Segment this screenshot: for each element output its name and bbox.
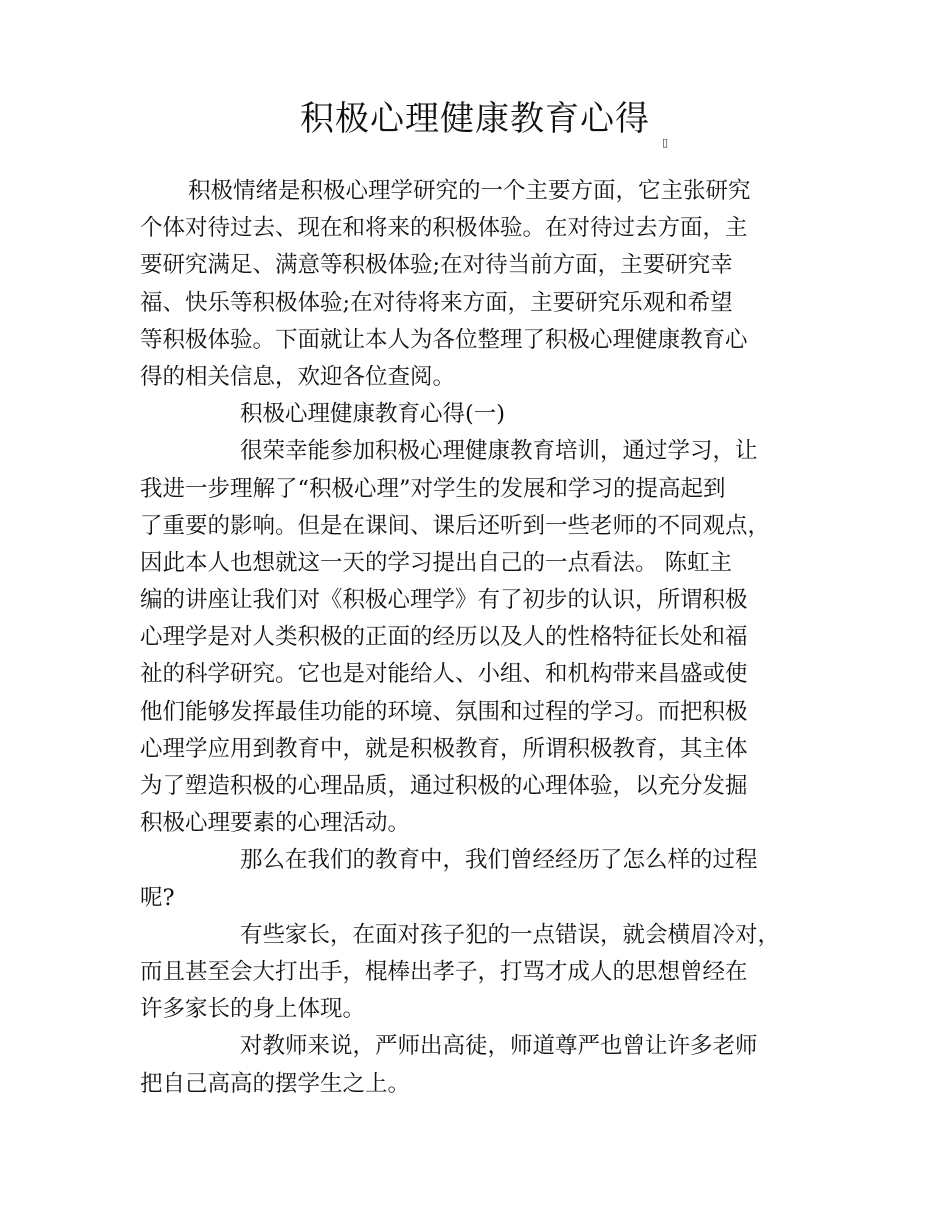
text-line: 个体对待过去、现在和将来的积极体验。在对待过去方面，主 <box>140 215 748 242</box>
text-line: 了重要的影响。但是在课间、课后还听到一些老师的不同观点， <box>140 512 771 539</box>
title-marker-glyph: ▯ <box>662 136 669 149</box>
text-line: 很荣幸能参加积极心理健康教育培训，通过学习，让 <box>240 438 758 465</box>
document-body <box>140 173 820 1103</box>
page-title: 积极心理健康教育心得 <box>300 99 650 139</box>
text-line: 那么在我们的教育中，我们曾经经历了怎么样的过程 <box>240 847 758 874</box>
text-line: 等积极体验。下面就让本人为各位整理了积极心理健康教育心 <box>140 326 748 353</box>
text-line: 有些家长，在面对孩子犯的一点错误，就会横眉冷对， <box>240 921 781 948</box>
text-line: 对教师来说，严师出高徒，师道尊严也曾让许多老师 <box>240 1033 758 1060</box>
text-line: 呢? <box>140 884 175 911</box>
text-line: 要研究满足、满意等积极体验;在对待当前方面，主要研究幸 <box>140 252 733 279</box>
text-line: 把自己高高的摆学生之上。 <box>140 1070 411 1097</box>
text-line: 得的相关信息，欢迎各位查阅。 <box>140 363 456 390</box>
text-line: 心理学应用到教育中，就是积极教育，所谓积极教育，其主体 <box>140 735 748 762</box>
text-line: 而且甚至会大打出手，棍棒出孝子，打骂才成人的思想曾经在 <box>140 958 748 985</box>
text-line: 他们能够发挥最佳功能的环境、氛围和过程的学习。而把积极 <box>140 698 748 725</box>
text-line: 为了塑造积极的心理品质，通过积极的心理体验，以充分发掘 <box>140 773 748 799</box>
text-line: 祉的科学研究。它也是对能给人、小组、和机构带来昌盛或使 <box>140 661 748 688</box>
section-heading: 积极心理健康教育心得(一) <box>240 401 506 428</box>
text-line: 积极情绪是积极心理学研究的一个主要方面，它主张研究 <box>188 178 751 204</box>
text-line: 许多家长的身上体现。 <box>140 996 366 1023</box>
text-line: 我进一步理解了“积极心理”对学生的发展和学习的提高起到 <box>140 475 726 502</box>
text-line: 因此本人也想就这一天的学习提出自己的一点看法。 陈虹主 <box>140 549 733 576</box>
text-line: 编的讲座让我们对《积极心理学》有了初步的认识，所谓积极 <box>140 587 748 614</box>
text-line: 积极心理要素的心理活动。 <box>140 810 411 837</box>
text-line: 心理学是对人类积极的正面的经历以及人的性格特征长处和福 <box>140 624 748 651</box>
text-line: 福、快乐等积极体验;在对待将来方面，主要研究乐观和希望 <box>140 289 733 316</box>
